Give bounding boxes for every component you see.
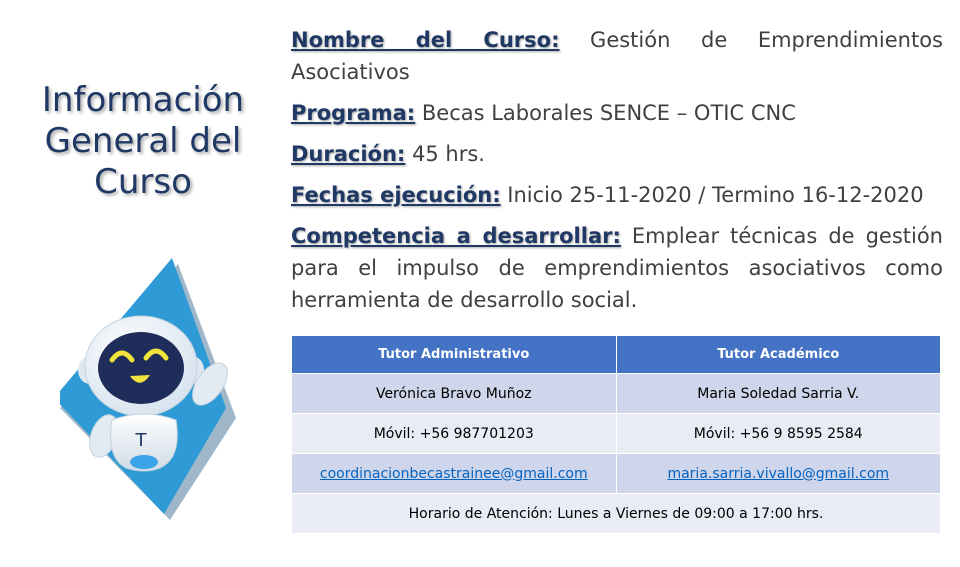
admin-tutor-name: Verónica Bravo Muñoz — [292, 374, 617, 414]
course-competence-value: Emplear técnicas de gestión para el impulso de emprendimientos asociativos como herramienta de desarrollo social. — [291, 224, 943, 312]
tutors-table — [291, 335, 941, 534]
title-line-1: Información — [41, 80, 245, 120]
title-line-3: Curso — [94, 162, 192, 202]
course-duration-label: Duración: — [291, 142, 406, 166]
course-program — [291, 97, 943, 129]
robot-badge: T — [135, 430, 147, 451]
header-academic-tutor: Tutor Académico — [616, 336, 941, 374]
course-dates-label: Fechas ejecución: — [291, 183, 501, 207]
robot-face — [98, 332, 184, 404]
course-dates — [291, 179, 943, 211]
header-admin-tutor: Tutor Administrativo — [292, 336, 617, 374]
course-name — [291, 24, 943, 88]
course-info — [291, 24, 943, 325]
tutor-emails-row — [292, 454, 941, 494]
course-program-value: Becas Laborales SENCE – OTIC CNC — [415, 101, 796, 125]
tutor-phones-row — [292, 414, 941, 454]
robot-mascot-icon — [60, 258, 290, 528]
attention-schedule: Horario de Atención: Lunes a Viernes de 09:00 a 17:00 hrs. — [292, 494, 941, 534]
academic-tutor-email-cell — [616, 454, 941, 494]
course-duration — [291, 138, 943, 170]
admin-tutor-phone: Móvil: +56 987701203 — [292, 414, 617, 454]
robot-base — [130, 455, 158, 469]
page-title — [18, 80, 268, 203]
admin-tutor-email-cell — [292, 454, 617, 494]
tutor-names-row — [292, 374, 941, 414]
academic-tutor-phone: Móvil: +56 9 8595 2584 — [616, 414, 941, 454]
tutors-header-row — [292, 336, 941, 374]
academic-tutor-email-link[interactable]: maria.sarria.vivallo@gmail.com — [667, 465, 890, 482]
admin-tutor-email-link[interactable]: coordinacionbecastrainee@gmail.com — [319, 465, 588, 482]
schedule-row — [292, 494, 941, 534]
title-line-2: General del — [44, 121, 242, 161]
course-duration-value: 45 hrs. — [405, 142, 485, 166]
course-dates-value: Inicio 25-11-2020 / Termino 16-12-2020 — [500, 183, 924, 207]
course-competence — [291, 220, 943, 316]
course-program-label: Programa: — [291, 101, 416, 125]
course-name-value: Gestión de Emprendimientos Asociativos — [291, 28, 943, 84]
academic-tutor-name: Maria Soledad Sarria V. — [616, 374, 941, 414]
course-competence-label: Competencia a desarrollar: — [291, 224, 621, 248]
course-name-label: Nombre del Curso: — [291, 28, 560, 52]
